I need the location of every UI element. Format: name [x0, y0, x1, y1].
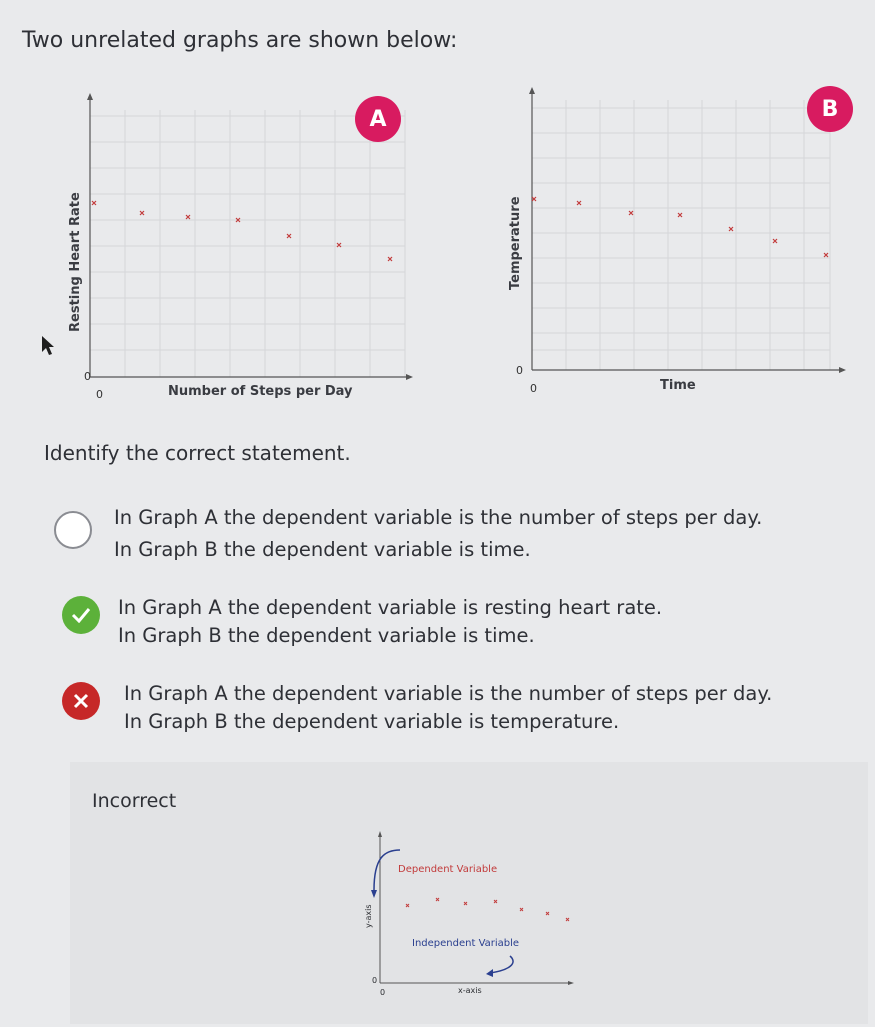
graph-b-origin-x: 0 [530, 382, 537, 395]
x-icon[interactable] [62, 682, 100, 720]
question-prompt: Identify the correct statement. [44, 441, 351, 465]
graph-a-y-axis-label: Resting Heart Rate [68, 192, 83, 332]
graph-b-plot [0, 0, 860, 410]
x-axis-label: x-axis [458, 986, 482, 995]
radio-button[interactable] [54, 511, 92, 549]
graph-a-origin-y: 0 [84, 370, 91, 383]
graph-a-origin-x: 0 [96, 388, 103, 401]
option-3-line-1: In Graph A the dependent variable is the number of steps per day. [124, 682, 773, 705]
diagram-origin-x: 0 [380, 988, 386, 997]
graph-b-y-axis-label: Temperature [508, 196, 523, 290]
question-title: Two unrelated graphs are shown below: [22, 28, 458, 53]
option-2-line-1: In Graph A the dependent variable is resting heart rate. [118, 596, 663, 619]
graph-b-x-axis-label: Time [660, 378, 696, 393]
option-1-line-2: In Graph B the dependent variable is time. [114, 538, 531, 561]
diagram-origin-y: 0 [372, 976, 378, 985]
y-axis-label: y-axis [364, 904, 373, 928]
graph-a-badge: A [355, 96, 401, 142]
independent-variable-label: Independent Variable [412, 938, 520, 949]
option-1-line-1: In Graph A the dependent variable is the number of steps per day. [114, 506, 763, 529]
graph-b-markers [532, 197, 828, 257]
graph-b-badge: B [807, 86, 853, 132]
graph-b-origin-y: 0 [516, 364, 523, 377]
option-2-line-2: In Graph B the dependent variable is time. [118, 624, 535, 647]
dependent-variable-label: Dependent Variable [398, 864, 498, 875]
check-icon[interactable] [62, 596, 100, 634]
graph-a-x-axis-label: Number of Steps per Day [168, 384, 353, 399]
feedback-label: Incorrect [92, 790, 177, 812]
option-3-line-2: In Graph B the dependent variable is temperature. [124, 710, 620, 733]
